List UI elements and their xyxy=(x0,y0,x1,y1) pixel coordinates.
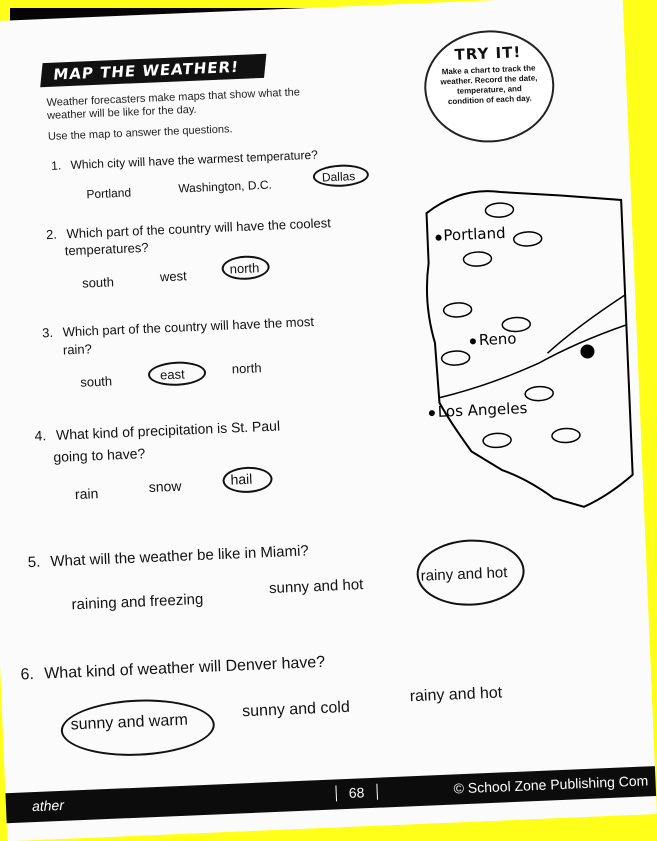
option-east[interactable]: east xyxy=(159,366,185,383)
question-number: 3. xyxy=(41,324,54,341)
question-4-cont: going to have? xyxy=(53,445,146,465)
option-south[interactable]: south xyxy=(81,274,115,291)
option-hail[interactable]: hail xyxy=(230,470,253,488)
option-west[interactable]: west xyxy=(159,268,187,285)
publisher-credit: © School Zone Publishing Com xyxy=(453,772,649,797)
footer-left-text: ather xyxy=(31,796,65,815)
question-number: 2. xyxy=(45,226,58,243)
answer-circle xyxy=(60,696,216,758)
option-rainy-and-hot[interactable]: rainy and hot xyxy=(420,564,508,585)
city-dot xyxy=(470,338,476,344)
photo-frame xyxy=(10,8,649,815)
question-number: 4. xyxy=(34,427,47,444)
option-raining-and-freezing[interactable]: raining and freezing xyxy=(71,590,204,614)
sun-icon xyxy=(580,344,595,359)
page-footer xyxy=(5,766,656,823)
option-sunny-and-hot[interactable]: sunny and hot xyxy=(268,576,364,598)
question-number: 5. xyxy=(27,553,41,572)
question-3-cont: rain? xyxy=(62,341,93,358)
worksheet-title: MAP THE WEATHER! xyxy=(40,54,266,88)
question-number: 6. xyxy=(20,666,35,684)
intro-line-2: weather will be like for the day. xyxy=(46,103,197,122)
answer-circle xyxy=(221,255,270,281)
question-3 xyxy=(42,314,314,340)
question-text: Which city will have the warmest temperature? xyxy=(70,147,319,173)
question-1 xyxy=(51,148,318,173)
city-label-los-angeles: Los Angeles xyxy=(437,399,528,421)
option-washington[interactable]: Washington, D.C. xyxy=(177,177,273,196)
question-2 xyxy=(46,215,331,242)
question-2-cont: temperatures? xyxy=(64,239,149,259)
option-rainy-and-hot[interactable]: rainy and hot xyxy=(409,684,503,706)
option-portland[interactable]: Portland xyxy=(86,185,132,202)
option-sunny-and-cold[interactable]: sunny and cold xyxy=(241,698,351,721)
city-label-portland: Portland xyxy=(443,223,506,245)
question-number: 1. xyxy=(50,158,62,173)
state-border xyxy=(545,295,627,353)
answer-circle xyxy=(222,466,273,494)
question-6 xyxy=(20,654,325,685)
try-it-badge xyxy=(422,28,557,145)
option-rain[interactable]: rain xyxy=(74,485,99,503)
option-south[interactable]: south xyxy=(79,373,113,390)
question-text: What kind of weather will Denver have? xyxy=(43,653,326,683)
city-label-reno: Reno xyxy=(478,329,517,350)
option-dallas[interactable]: Dallas xyxy=(321,169,356,185)
option-sunny-and-warm[interactable]: sunny and warm xyxy=(70,711,189,734)
intro-line-1: Weather forecasters make maps that show what the xyxy=(46,86,301,109)
city-dot xyxy=(435,235,441,241)
option-north[interactable]: north xyxy=(231,360,262,377)
answer-circle xyxy=(415,537,526,607)
question-text: Which part of the country will have the most xyxy=(62,313,315,340)
intro-line-3: Use the map to answer the questions. xyxy=(47,123,233,143)
page-number: 68 xyxy=(335,784,377,802)
answer-circle xyxy=(148,361,207,387)
city-dot xyxy=(429,410,435,416)
question-4 xyxy=(34,417,280,443)
answer-circle xyxy=(312,164,369,188)
question-text: Which part of the country will have the coolest xyxy=(66,215,332,242)
option-north[interactable]: north xyxy=(229,260,260,277)
question-text: What will the weather be like in Miami? xyxy=(50,542,310,571)
try-it-heading: TRY IT! xyxy=(454,43,522,64)
question-text: What kind of precipitation is St. Paul xyxy=(55,417,281,443)
option-snow[interactable]: snow xyxy=(148,477,182,496)
try-it-body: Make a chart to track the weather. Record the date, temperature, and condition of each day. xyxy=(440,63,538,107)
question-5 xyxy=(27,542,309,571)
